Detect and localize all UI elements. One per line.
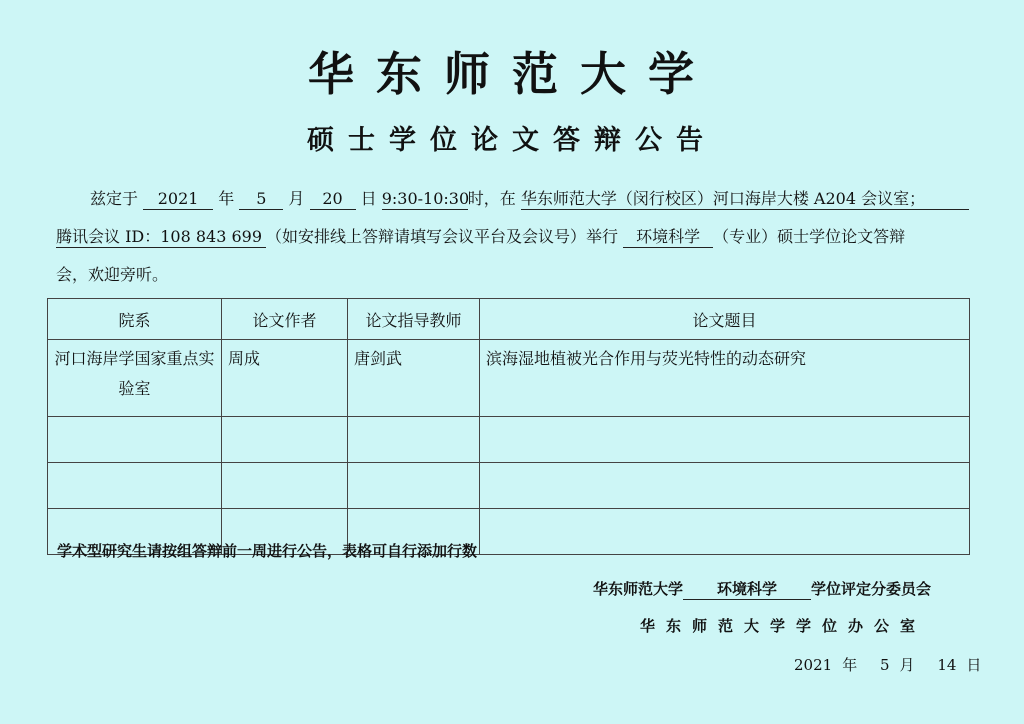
date-year-unit: 年 — [842, 656, 858, 674]
table-row — [48, 463, 970, 509]
notice-major: 环境科学 — [623, 227, 713, 248]
notice-closing: 会，欢迎旁听。 — [56, 265, 169, 284]
cell-advisor — [348, 417, 480, 463]
header-author: 论文作者 — [222, 299, 348, 340]
page-title: 华东师范大学 — [308, 47, 716, 101]
notice-meeting-id: 腾讯会议 ID：108 843 699 — [56, 227, 266, 248]
notice-paragraph — [56, 180, 976, 294]
cell-topic — [480, 463, 970, 509]
cell-department — [48, 417, 222, 463]
footnote: 学术型研究生请按组答辩前一周进行公告，表格可自行添加行数 — [57, 542, 478, 560]
cell-advisor: 唐剑武 — [348, 340, 480, 417]
notice-year: 2021 — [143, 189, 213, 210]
signature-prefix: 华东师范大学 — [593, 580, 684, 598]
cell-topic — [480, 417, 970, 463]
header-topic: 论文题目 — [480, 299, 970, 340]
office-signature: 华东师范大学学位办公室 — [640, 617, 927, 635]
page-subtitle: 硕士学位论文答辩公告 — [307, 125, 717, 156]
table-row — [48, 417, 970, 463]
date-month: 5 — [879, 656, 890, 674]
notice-year-unit: 年 — [218, 189, 235, 208]
date-year: 2021 — [794, 656, 833, 674]
cell-author — [222, 417, 348, 463]
notice-time: 9:30-10:30 — [381, 189, 470, 208]
cell-department: 河口海岸学国家重点实验室 — [48, 340, 222, 417]
notice-major-suffix: （专业）硕士学位论文答辩 — [713, 227, 906, 246]
notice-month-unit: 月 — [288, 189, 305, 208]
notice-month: 5 — [239, 189, 283, 210]
header-advisor: 论文指导教师 — [348, 299, 480, 340]
signature-suffix: 学位评定分委员会 — [811, 580, 932, 598]
notice-meeting-note: （如安排线上答辩请填写会议平台及会议号）举行 — [266, 227, 619, 246]
committee-signature — [593, 578, 931, 600]
signature-major: 环境科学 — [683, 579, 811, 600]
cell-author: 周成 — [222, 340, 348, 417]
notice-day: 20 — [310, 189, 356, 210]
notice-time-suffix: 时，在 — [467, 189, 516, 208]
notice-location: 华东师范大学（闵行校区）河口海岸大楼 A204 会议室； — [521, 189, 969, 210]
cell-advisor — [348, 463, 480, 509]
cell-author — [222, 463, 348, 509]
table-header-row — [48, 299, 970, 340]
date-month-unit: 月 — [899, 656, 915, 674]
signature-date — [794, 654, 991, 675]
notice-prefix: 兹定于 — [90, 189, 139, 208]
table-row — [48, 340, 970, 417]
cell-department — [48, 463, 222, 509]
defense-table — [47, 298, 970, 555]
cell-topic — [480, 509, 970, 555]
date-day: 14 — [937, 656, 957, 674]
date-day-unit: 日 — [966, 656, 982, 674]
notice-day-unit: 日 — [360, 189, 377, 208]
header-department: 院系 — [48, 299, 222, 340]
cell-topic: 滨海湿地植被光合作用与荧光特性的动态研究 — [480, 340, 970, 417]
